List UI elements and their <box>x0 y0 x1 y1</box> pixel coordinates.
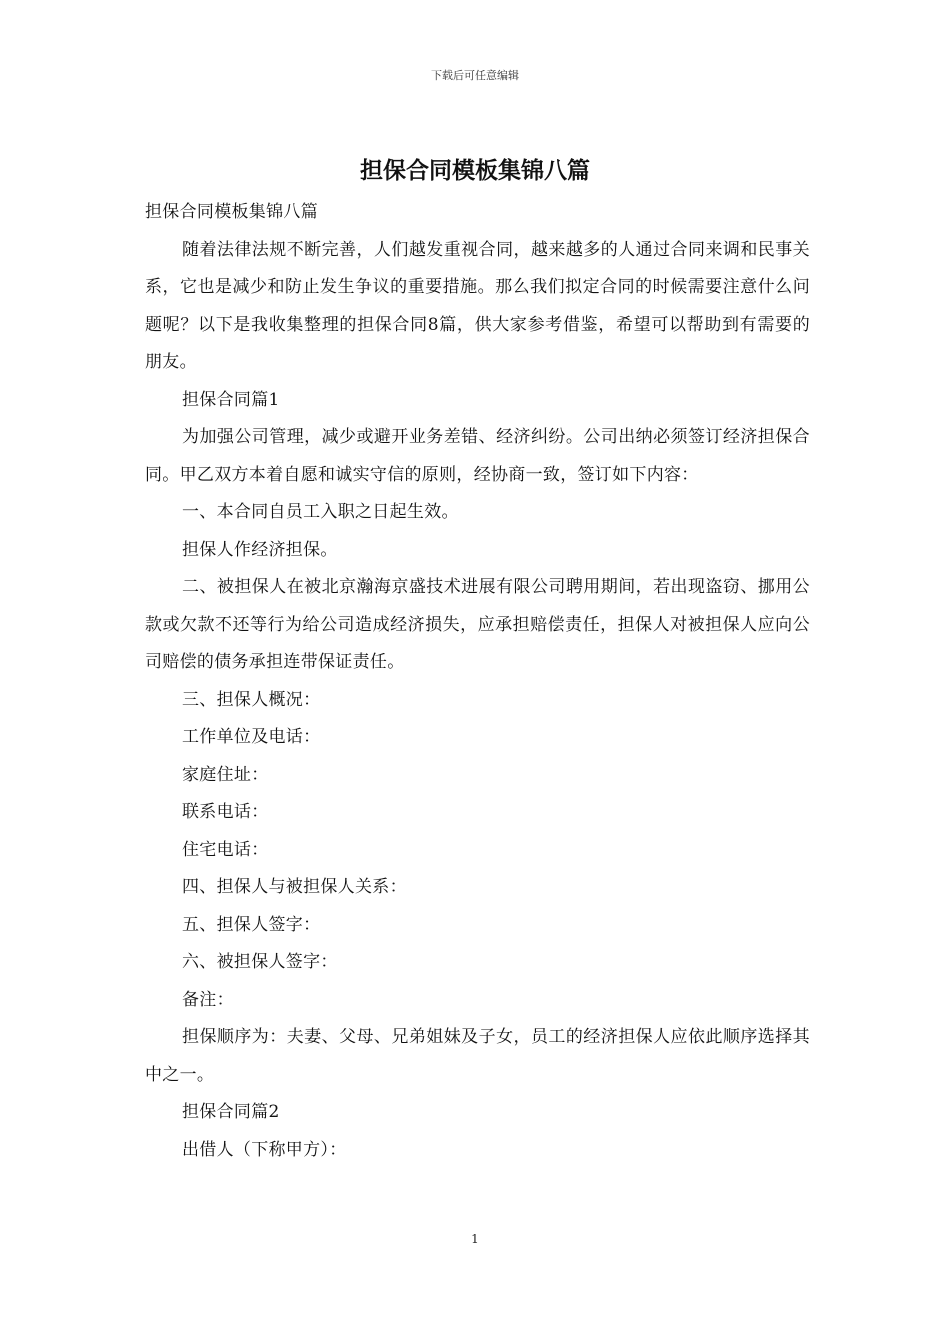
clause-1: 一、本合同自员工入职之日起生效。 <box>182 502 459 522</box>
subtitle-paragraph: 担保合同模板集锦八篇 <box>145 202 318 222</box>
clause-2: 二、被担保人在被北京瀚海京盛技术进展有限公司聘用期间，若出现盗窃、挪用公款或欠款不还等行为给公司造成经济损失，应承担赔偿责任，担保人对被担保人应向公司赔偿的债务承担连带保证责任。 <box>145 577 810 672</box>
page-number: 1 <box>471 1232 479 1246</box>
field-home-phone: 住宅电话： <box>182 839 269 860</box>
body-paragraph: 为加强公司管理，减少或避开业务差错、经济纠纷。公司出纳必须签订经济担保合同。甲乙双方本着自愿和诚实守信的原则，经协商一致，签订如下内容： <box>145 427 810 485</box>
section-heading-1: 担保合同篇1 <box>182 389 280 410</box>
intro-paragraph: 随着法律法规不断完善，人们越发重视合同，越来越多的人通过合同来调和民事关系，它也是减少和防止发生争议的重要措施。那么我们拟定合同的时候需要注意什么问题呢？以下是我收集整理的担保合同8篇，供大家参考借鉴，希望可以帮助到有需要的朋友。 <box>145 239 810 372</box>
clause-4: 四、担保人与被担保人关系： <box>182 877 407 897</box>
clause-6: 六、被担保人签字： <box>182 952 338 972</box>
field-work-unit: 工作单位及电话： <box>182 727 321 747</box>
document-body <box>145 194 810 1169</box>
clause-3: 三、担保人概况： <box>182 689 321 710</box>
field-contact-phone: 联系电话： <box>182 802 269 822</box>
header-note: 下载后可任意编辑 <box>431 69 519 82</box>
field-home-address: 家庭住址： <box>182 764 269 785</box>
clause-5: 五、担保人签字： <box>182 914 321 935</box>
lender-field: 出借人（下称甲方）： <box>182 1139 347 1160</box>
document-title: 担保合同模板集锦八篇 <box>360 158 590 184</box>
remarks-paragraph: 担保顺序为：夫妻、父母、兄弟姐妹及子女，员工的经济担保人应依此顺序选择其中之一。 <box>145 1027 810 1085</box>
body-paragraph: 担保人作经济担保。 <box>182 539 338 560</box>
section-heading-2: 担保合同篇2 <box>182 1102 280 1122</box>
remarks-label: 备注： <box>182 989 234 1010</box>
